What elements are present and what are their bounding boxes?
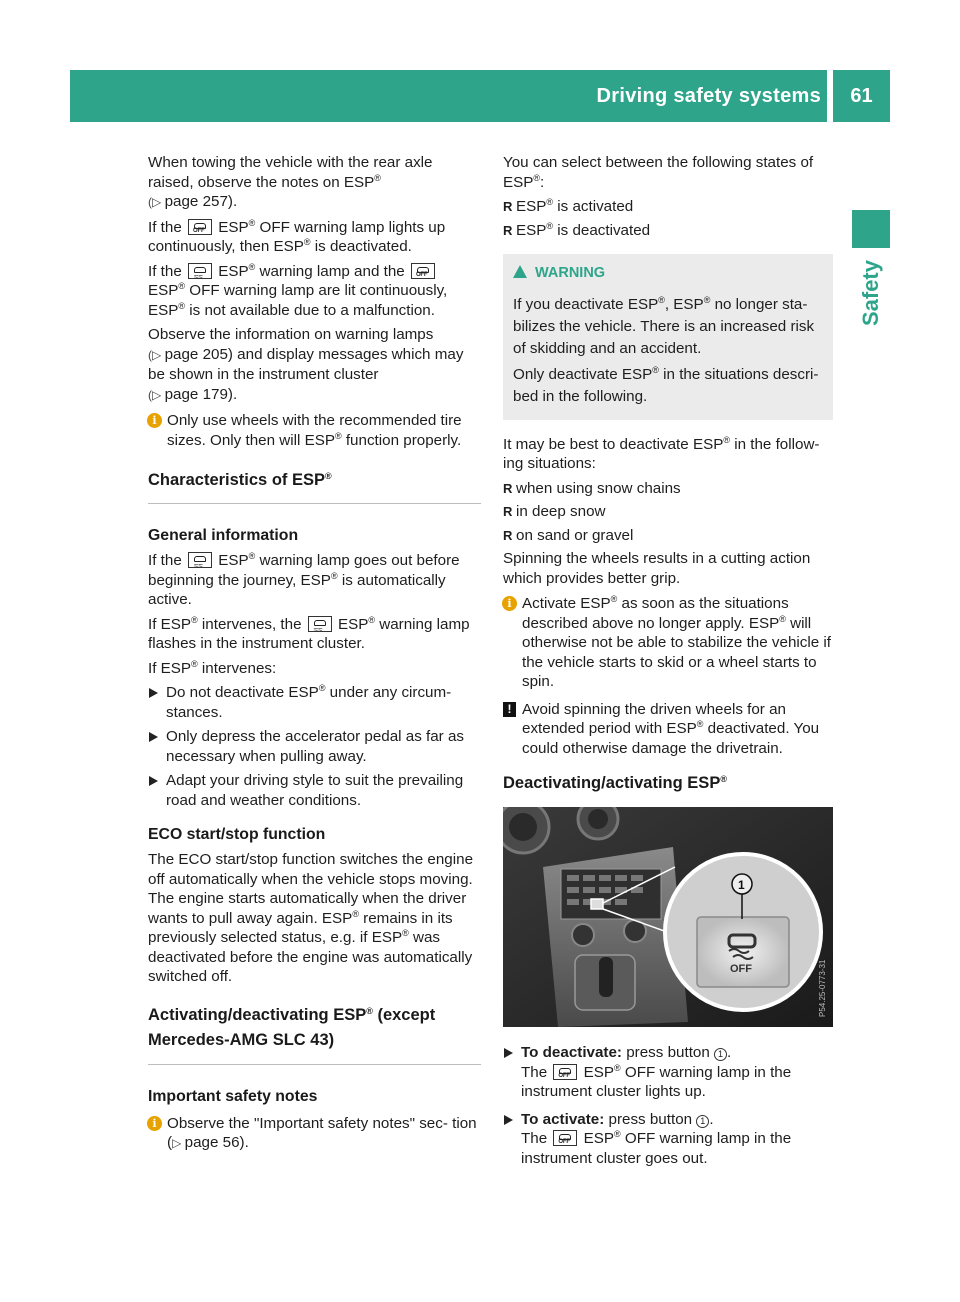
list-item: R on sand or gravel <box>503 526 634 544</box>
step-deactivate: To deactivate: press button 1 . The OFF ESP® OFF warning lamp in the instrument cluster lights up. <box>503 1043 833 1102</box>
paragraph-best-to-deactivate: It may be best to deactivate ESP® in the follow- ing situations: <box>503 434 820 472</box>
step-arrow-icon <box>149 688 158 698</box>
paragraph-select-states: You can select between the following states of ESP®: <box>503 154 814 191</box>
step-activate: To activate: press button 1 . The OFF ESP® OFF warning lamp in the instrument cluster goes out. <box>503 1110 833 1169</box>
info-note-tires: i Only use wheels with the recommended tire sizes. Only then will ESP® function properly. <box>148 411 481 450</box>
bullet-icon: R <box>503 222 513 238</box>
left-column <box>148 153 481 1162</box>
paragraph-esp-intervenes: If ESP® intervenes, the ≈≈ ESP® warning lamp flashes in the instrument cluster. <box>148 614 470 652</box>
info-icon: i <box>147 1116 162 1131</box>
page-reference-link[interactable]: page 205) and display messages which may be shown in the instrument cluster <box>148 345 464 383</box>
side-tab-marker <box>852 210 890 248</box>
heading-important-safety-notes: Important safety notes <box>148 1087 318 1105</box>
center-console-photo <box>503 807 833 1027</box>
center-console-illustration <box>503 807 833 1027</box>
step-arrow-icon <box>149 732 158 742</box>
paragraph-spinning-wheels: Spinning the wheels results in a cutting action which provides better grip. <box>503 550 811 587</box>
warning-box <box>503 254 833 420</box>
paragraph-esp-off-lamp: If the OFF ESP® OFF warning lamp lights up continuously, then ESP® is deactivated. <box>148 217 446 255</box>
warning-text: If you deactivate ESP®, ESP® no longer sta- bilizes the vehicle. There is an increased risk of skidding and an accident. <box>513 294 815 357</box>
esp-warning-icon: ≈≈ <box>308 616 332 632</box>
step-arrow-icon <box>504 1115 513 1125</box>
paragraph-lamp-goes-out: If the ≈≈ ESP® warning lamp goes out before beginning the journey, ESP® is automatically active. <box>148 551 460 608</box>
photo-code: P54.25-0773-31 <box>818 959 827 1017</box>
right-column <box>503 153 833 1173</box>
side-tab <box>856 260 886 380</box>
heading-characteristics: Characteristics of ESP® <box>148 469 481 504</box>
esp-off-warning-icon: OFF <box>553 1064 577 1080</box>
step-arrow-icon <box>504 1048 513 1058</box>
info-note-safety: i Observe the "Important safety notes" sec- tion (▷ page 56). <box>148 1114 481 1154</box>
heading-activating-deactivating: Activating/deactivating ESP® (except Mercedes-AMG SLC 43) <box>148 1003 481 1065</box>
heading-eco-start-stop: ECO start/stop function <box>148 826 326 843</box>
paragraph-eco: The ECO start/stop function switches the engine off automatically when the vehicle stops moving. The engine starts automatically when the driver wants to pull away again. ESP® remains in its previously selected status, e.g. if ESP® was deactivated before the engine was automatically switched off. <box>148 851 474 985</box>
caution-icon: ! <box>503 702 516 717</box>
info-icon: i <box>502 596 517 611</box>
esp-warning-icon: ≈≈ <box>188 552 212 568</box>
bullet-icon: R <box>503 199 513 214</box>
warning-triangle-icon <box>513 265 527 278</box>
step-do-not-deactivate: Do not deactivate ESP® under any circum- stances. <box>148 683 481 722</box>
button-callout: 1 <box>696 1115 709 1128</box>
section-title: Driving safety systems <box>596 85 821 107</box>
button-callout: 1 <box>714 1048 727 1061</box>
callout-number: 1 <box>738 878 745 892</box>
info-note-activate: i Activate ESP® as soon as the situations described above no longer apply. ESP® will otherwise not be able to stabilize the vehicle if the vehicle starts to skid or a wheel starts to spin. <box>503 594 833 692</box>
page-number: 61 <box>833 70 890 122</box>
bullet-icon: R <box>503 480 513 496</box>
list-item: R when using snow chains <box>503 479 681 497</box>
list-item: R ESP® is activated <box>503 197 634 215</box>
esp-off-warning-icon: OFF <box>411 263 435 279</box>
page-reference-link[interactable]: page 179). <box>164 385 238 403</box>
warning-heading: WARNING <box>513 264 823 284</box>
caution-note-spinning: ! Avoid spinning the driven wheels for an extended period with ESP® deactivated. You could otherwise damage the drivetrain. <box>503 700 833 759</box>
step-accelerator: Only depress the accelerator pedal as far as necessary when pulling away. <box>148 727 481 766</box>
esp-warning-icon: ≈≈ <box>188 263 212 279</box>
list-item: R ESP® is deactivated <box>503 220 651 239</box>
step-driving-style: Adapt your driving style to suit the prevailing road and weather conditions. <box>148 771 481 810</box>
paragraph-if-intervenes: If ESP® intervenes: <box>148 658 277 677</box>
info-icon: i <box>147 413 162 428</box>
bullet-icon: R <box>503 504 513 519</box>
list-item: R in deep snow <box>503 503 606 520</box>
esp-off-warning-icon: OFF <box>553 1130 577 1146</box>
paragraph-towing: When towing the vehicle with the rear axle raised, observe the notes on ESP® (▷ page 257). <box>148 154 433 210</box>
heading-deactivating-activating: Deactivating/activating ESP® <box>503 774 727 792</box>
page-reference-link[interactable]: page 257). <box>164 193 238 210</box>
paragraph-malfunction: If the ≈≈ ESP® warning lamp and the OFF ESP® OFF warning lamp are lit continuously, ESP® is not available due to a malfunction. <box>148 261 448 319</box>
bullet-icon: R <box>503 527 513 543</box>
warning-text: Only deactivate ESP® in the situations descri- bed in the following. <box>513 364 819 405</box>
heading-general-information: General information <box>148 527 299 544</box>
page-reference-link[interactable]: page 56). <box>184 1134 249 1151</box>
step-arrow-icon <box>149 776 158 786</box>
side-tab-label: Safety <box>858 260 883 327</box>
esp-off-button-label: OFF <box>730 963 752 975</box>
esp-off-warning-icon: OFF <box>188 219 212 235</box>
paragraph-observe-info: Observe the information on warning lamps (▷ page 205) and display messages which may be shown in the instrument cluster (▷ page 179). <box>148 326 464 403</box>
